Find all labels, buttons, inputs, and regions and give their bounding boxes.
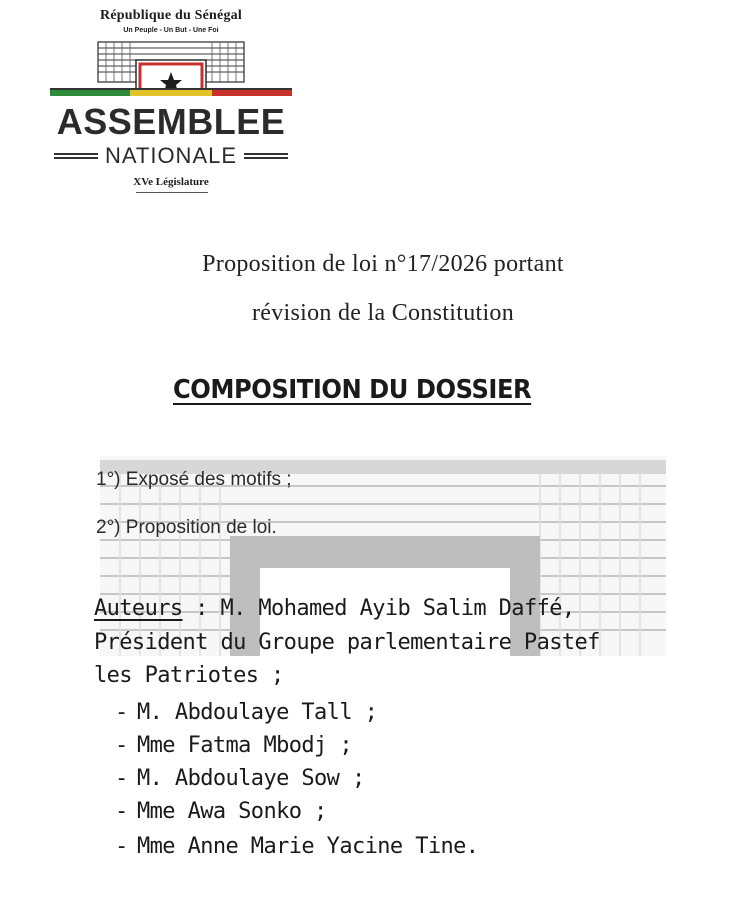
author-list-item xyxy=(115,766,365,791)
document-title-line1: Proposition de loi n°17/2026 portant xyxy=(202,251,564,277)
legislature-underline xyxy=(136,192,208,193)
authors-label: Auteurs xyxy=(94,596,183,621)
author-name: M. Abdoulaye Tall ; xyxy=(137,700,378,725)
author-list-item xyxy=(115,733,352,758)
dossier-item: 1°) Exposé des motifs ; xyxy=(96,469,292,490)
decorative-rule-left xyxy=(54,153,98,159)
authors-intro-line1 xyxy=(94,596,575,621)
institution-subtitle-row xyxy=(48,145,294,167)
author-list-item xyxy=(115,799,327,824)
assembly-logo xyxy=(48,6,294,202)
authors-intro-text: : M. Mohamed Ayib Salim Daffé, xyxy=(182,596,575,621)
author-name: Mme Anne Marie Yacine Tine. xyxy=(137,834,479,859)
assembly-building-icon xyxy=(48,38,294,104)
legislature-label: XVe Législature xyxy=(133,176,209,188)
decorative-rule-right xyxy=(244,153,288,159)
author-list-item xyxy=(115,834,478,859)
institution-name: ASSEMBLEE xyxy=(56,101,286,142)
list-dash: - xyxy=(115,700,128,725)
list-dash: - xyxy=(115,834,128,859)
section-heading: COMPOSITION DU DOSSIER xyxy=(173,375,532,405)
author-name: Mme Awa Sonko ; xyxy=(137,799,327,824)
authors-intro-line2: Président du Groupe parlementaire Pastef xyxy=(94,630,600,655)
author-name: M. Abdoulaye Sow ; xyxy=(137,766,365,791)
list-dash: - xyxy=(115,766,128,791)
author-name: Mme Fatma Mbodj ; xyxy=(137,733,352,758)
institution-subtitle: NATIONALE xyxy=(104,143,238,168)
national-motto: Un Peuple - Un But - Une Foi xyxy=(123,27,219,34)
document-title-line2: révision de la Constitution xyxy=(251,300,515,326)
author-list-item xyxy=(115,700,377,725)
authors-intro-line3: les Patriotes ; xyxy=(94,663,284,688)
dossier-item: 2°) Proposition de loi. xyxy=(96,517,277,538)
republic-label: République du Sénégal xyxy=(100,8,242,23)
list-dash: - xyxy=(115,799,128,824)
list-dash: - xyxy=(115,733,128,758)
